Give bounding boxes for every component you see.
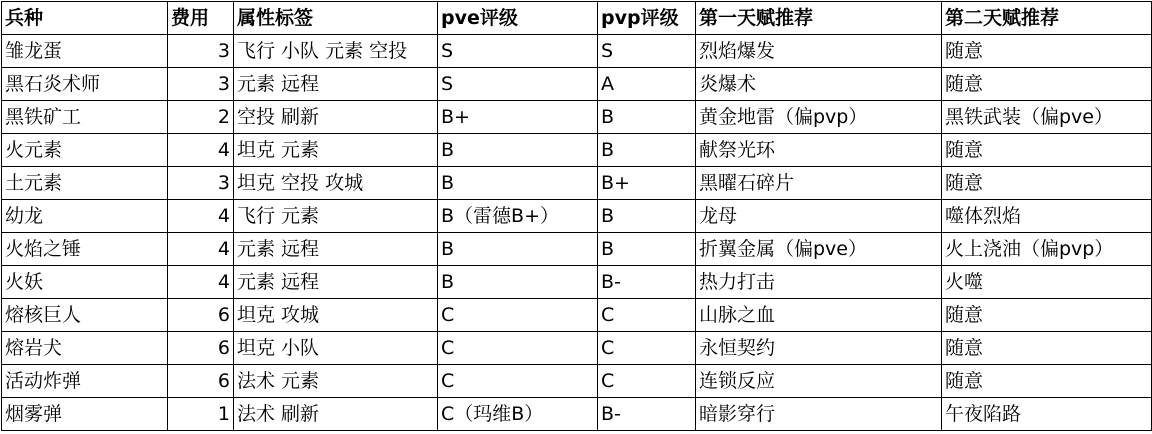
cost-cell: 6 xyxy=(168,299,234,332)
tags-cell: 飞行 小队 元素 空投 xyxy=(234,35,438,68)
cost-cell: 2 xyxy=(168,101,234,134)
pve-rating-cell: C（玛维B） xyxy=(438,398,598,431)
second-talent-cell: 午夜陷路 xyxy=(942,398,1152,431)
pve-rating-cell: S xyxy=(438,68,598,101)
table-body xyxy=(2,35,1152,431)
pvp-rating-cell: B xyxy=(598,200,696,233)
tags-cell: 坦克 元素 xyxy=(234,134,438,167)
second-talent-cell: 随意 xyxy=(942,299,1152,332)
pvp-rating-cell: B- xyxy=(598,266,696,299)
pve-rating-cell: B xyxy=(438,266,598,299)
tags-cell: 元素 远程 xyxy=(234,233,438,266)
cost-cell: 3 xyxy=(168,68,234,101)
second-talent-cell: 随意 xyxy=(942,35,1152,68)
first-talent-cell: 折翼金属（偏pve） xyxy=(696,233,942,266)
first-talent-cell: 献祭光环 xyxy=(696,134,942,167)
first-talent-cell: 黄金地雷（偏pvp） xyxy=(696,101,942,134)
second-talent-cell: 随意 xyxy=(942,68,1152,101)
tags-cell: 坦克 攻城 xyxy=(234,299,438,332)
table-row xyxy=(2,101,1152,134)
pvp-rating-cell: C xyxy=(598,365,696,398)
header-cost: 费用 xyxy=(168,2,234,35)
cost-cell: 4 xyxy=(168,233,234,266)
pvp-rating-cell: C xyxy=(598,299,696,332)
pve-rating-cell: B xyxy=(438,167,598,200)
unit-cell: 熔岩犬 xyxy=(2,332,168,365)
pve-rating-cell: S xyxy=(438,35,598,68)
cost-cell: 4 xyxy=(168,134,234,167)
second-talent-cell: 随意 xyxy=(942,134,1152,167)
header-pve-rating: pve评级 xyxy=(438,2,598,35)
pvp-rating-cell: A xyxy=(598,68,696,101)
first-talent-cell: 龙母 xyxy=(696,200,942,233)
header-pvp-rating: pvp评级 xyxy=(598,2,696,35)
unit-cell: 土元素 xyxy=(2,167,168,200)
pvp-rating-cell: B xyxy=(598,233,696,266)
tags-cell: 元素 远程 xyxy=(234,266,438,299)
unit-cell: 幼龙 xyxy=(2,200,168,233)
unit-cell: 火焰之锤 xyxy=(2,233,168,266)
pvp-rating-cell: B xyxy=(598,134,696,167)
unit-cell: 活动炸弹 xyxy=(2,365,168,398)
first-talent-cell: 连锁反应 xyxy=(696,365,942,398)
pvp-rating-cell: S xyxy=(598,35,696,68)
first-talent-cell: 炎爆术 xyxy=(696,68,942,101)
table-row xyxy=(2,134,1152,167)
pve-rating-cell: B+ xyxy=(438,101,598,134)
second-talent-cell: 噬体烈焰 xyxy=(942,200,1152,233)
unit-cell: 烟雾弹 xyxy=(2,398,168,431)
pve-rating-cell: C xyxy=(438,299,598,332)
first-talent-cell: 烈焰爆发 xyxy=(696,35,942,68)
table-row xyxy=(2,167,1152,200)
second-talent-cell: 火噬 xyxy=(942,266,1152,299)
tags-cell: 坦克 小队 xyxy=(234,332,438,365)
first-talent-cell: 黑曜石碎片 xyxy=(696,167,942,200)
pvp-rating-cell: B+ xyxy=(598,167,696,200)
cost-cell: 3 xyxy=(168,35,234,68)
unit-cell: 黑铁矿工 xyxy=(2,101,168,134)
cost-cell: 1 xyxy=(168,398,234,431)
unit-cell: 熔核巨人 xyxy=(2,299,168,332)
tags-cell: 法术 刷新 xyxy=(234,398,438,431)
unit-cell: 火元素 xyxy=(2,134,168,167)
unit-cell: 火妖 xyxy=(2,266,168,299)
second-talent-cell: 随意 xyxy=(942,167,1152,200)
table-row xyxy=(2,266,1152,299)
tags-cell: 法术 元素 xyxy=(234,365,438,398)
tags-cell: 坦克 空投 攻城 xyxy=(234,167,438,200)
table-row xyxy=(2,332,1152,365)
table-row xyxy=(2,233,1152,266)
cost-cell: 3 xyxy=(168,167,234,200)
second-talent-cell: 火上浇油（偏pvp） xyxy=(942,233,1152,266)
header-unit: 兵种 xyxy=(2,2,168,35)
table-row xyxy=(2,200,1152,233)
cost-cell: 6 xyxy=(168,332,234,365)
header-first-talent: 第一天赋推荐 xyxy=(696,2,942,35)
table-row xyxy=(2,365,1152,398)
table-row xyxy=(2,35,1152,68)
pve-rating-cell: C xyxy=(438,365,598,398)
header-second-talent: 第二天赋推荐 xyxy=(942,2,1152,35)
second-talent-cell: 黑铁武装（偏pve） xyxy=(942,101,1152,134)
second-talent-cell: 随意 xyxy=(942,332,1152,365)
table-row xyxy=(2,68,1152,101)
table-header-row xyxy=(2,2,1152,35)
first-talent-cell: 暗影穿行 xyxy=(696,398,942,431)
pve-rating-cell: C xyxy=(438,332,598,365)
tags-cell: 空投 刷新 xyxy=(234,101,438,134)
pvp-rating-cell: C xyxy=(598,332,696,365)
cost-cell: 4 xyxy=(168,200,234,233)
second-talent-cell: 随意 xyxy=(942,365,1152,398)
unit-tier-table xyxy=(1,1,1152,431)
cost-cell: 4 xyxy=(168,266,234,299)
tags-cell: 飞行 元素 xyxy=(234,200,438,233)
header-tags: 属性标签 xyxy=(234,2,438,35)
unit-cell: 黑石炎术师 xyxy=(2,68,168,101)
table-row xyxy=(2,299,1152,332)
tags-cell: 元素 远程 xyxy=(234,68,438,101)
pve-rating-cell: B xyxy=(438,134,598,167)
first-talent-cell: 永恒契约 xyxy=(696,332,942,365)
pve-rating-cell: B（雷德B+） xyxy=(438,200,598,233)
first-talent-cell: 山脉之血 xyxy=(696,299,942,332)
pvp-rating-cell: B xyxy=(598,101,696,134)
pvp-rating-cell: B- xyxy=(598,398,696,431)
table-row xyxy=(2,398,1152,431)
first-talent-cell: 热力打击 xyxy=(696,266,942,299)
unit-cell: 雏龙蛋 xyxy=(2,35,168,68)
cost-cell: 6 xyxy=(168,365,234,398)
pve-rating-cell: B xyxy=(438,233,598,266)
